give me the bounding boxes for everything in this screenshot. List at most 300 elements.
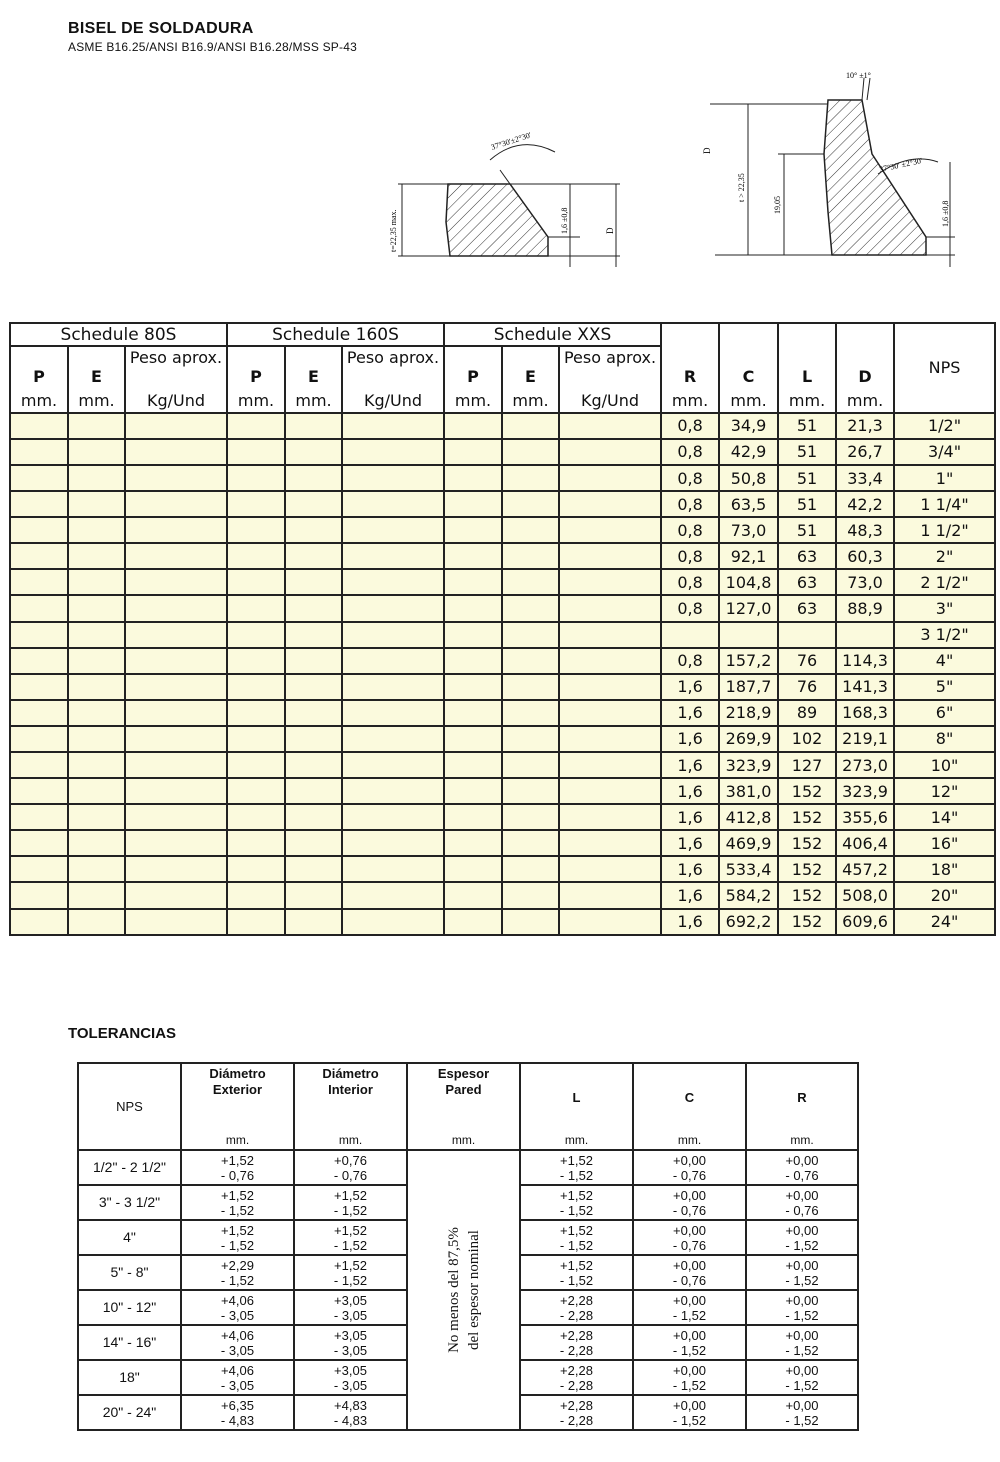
schedule-empty-cell (10, 830, 68, 856)
tol-cell-di: +1,52 - 1,52 (294, 1255, 407, 1290)
left-land-label: 1,6 ±0,8 (560, 207, 569, 234)
cell-c: 412,8 (719, 804, 778, 830)
cell-d: 609,6 (836, 909, 894, 935)
tol-cell-nps: 18" (78, 1360, 181, 1395)
tol-cell-nps: 10" - 12" (78, 1290, 181, 1325)
table-row (10, 569, 995, 595)
schedule-empty-cell (502, 543, 559, 569)
table-row (10, 830, 995, 856)
cell-nps: 3" (894, 595, 995, 621)
schedule-empty-cell (285, 622, 342, 648)
schedule-empty-cell (342, 830, 444, 856)
tol-cell-di: +3,05 - 3,05 (294, 1360, 407, 1395)
tol-cell-r: +0,00 - 0,76 (746, 1150, 858, 1185)
cell-l: 51 (778, 413, 836, 439)
tol-cell-espesor-note: No menos del 87,5% del espesor nominal (407, 1150, 520, 1430)
schedule-empty-cell (10, 465, 68, 491)
tol-cell-l: +2,28 - 2,28 (520, 1395, 633, 1430)
schedule-empty-cell (285, 595, 342, 621)
schedule-empty-cell (444, 543, 502, 569)
schedule-empty-cell (68, 413, 125, 439)
schedule-empty-cell (502, 726, 559, 752)
schedule-empty-cell (10, 569, 68, 595)
cell-d: 457,2 (836, 856, 894, 882)
schedule-empty-cell (444, 465, 502, 491)
schedule-empty-cell (559, 622, 661, 648)
schedule-empty-cell (502, 439, 559, 465)
table-row (10, 726, 995, 752)
header-d: D mm. (836, 323, 894, 413)
schedule-empty-cell (125, 439, 227, 465)
cell-d: 33,4 (836, 465, 894, 491)
tol-header-ep: Espesor Pared mm. (407, 1063, 520, 1150)
schedule-empty-cell (342, 595, 444, 621)
schedule-empty-cell (227, 830, 285, 856)
schedule-empty-cell (559, 909, 661, 935)
schedule-empty-cell (285, 700, 342, 726)
cell-c: 533,4 (719, 856, 778, 882)
schedule-empty-cell (444, 882, 502, 908)
cell-c: 692,2 (719, 909, 778, 935)
cell-d: 21,3 (836, 413, 894, 439)
cell-d: 508,0 (836, 882, 894, 908)
schedule-empty-cell (285, 413, 342, 439)
schedule-empty-cell (559, 648, 661, 674)
schedule-empty-cell (342, 543, 444, 569)
schedule-empty-cell (342, 909, 444, 935)
table-row (10, 595, 995, 621)
bevel-left-diagram (389, 130, 620, 267)
tol-cell-c: +0,00 - 1,52 (633, 1325, 746, 1360)
cell-r: 1,6 (661, 726, 719, 752)
schedule-empty-cell (68, 804, 125, 830)
schedule-empty-cell (68, 622, 125, 648)
schedule-empty-cell (125, 622, 227, 648)
schedule-empty-cell (125, 674, 227, 700)
schedule-empty-cell (502, 465, 559, 491)
tol-cell-r: +0,00 - 1,52 (746, 1290, 858, 1325)
schedule-empty-cell (285, 491, 342, 517)
tol-cell-de: +4,06 - 3,05 (181, 1325, 294, 1360)
schedule-empty-cell (559, 491, 661, 517)
cell-nps: 20" (894, 882, 995, 908)
schedule-empty-cell (285, 543, 342, 569)
schedule-empty-cell (10, 909, 68, 935)
header-r: R mm. (661, 323, 719, 413)
schedule-empty-cell (125, 648, 227, 674)
cell-r: 1,6 (661, 752, 719, 778)
schedule-empty-cell (227, 700, 285, 726)
tol-cell-r: +0,00 - 1,52 (746, 1360, 858, 1395)
schedule-empty-cell (227, 543, 285, 569)
schedule-empty-cell (342, 413, 444, 439)
tol-cell-r: +0,00 - 1,52 (746, 1325, 858, 1360)
schedule-empty-cell (502, 413, 559, 439)
schedule-empty-cell (227, 439, 285, 465)
schedule-empty-cell (559, 804, 661, 830)
cell-nps: 5" (894, 674, 995, 700)
cell-r: 1,6 (661, 830, 719, 856)
tol-cell-nps: 3" - 3 1/2" (78, 1185, 181, 1220)
table-row (10, 465, 995, 491)
cell-c: 127,0 (719, 595, 778, 621)
cell-d: 73,0 (836, 569, 894, 595)
cell-nps: 10" (894, 752, 995, 778)
tol-cell-l: +2,28 - 2,28 (520, 1325, 633, 1360)
cell-r: 1,6 (661, 778, 719, 804)
schedule-empty-cell (227, 882, 285, 908)
tol-header-l: L mm. (520, 1063, 633, 1150)
schedule-empty-cell (68, 465, 125, 491)
table-row (10, 804, 995, 830)
schedule-empty-cell (125, 778, 227, 804)
table-row (10, 882, 995, 908)
schedule-empty-cell (559, 595, 661, 621)
tol-cell-di: +3,05 - 3,05 (294, 1290, 407, 1325)
cell-d: 323,9 (836, 778, 894, 804)
cell-c: 104,8 (719, 569, 778, 595)
tol-header-c: C mm. (633, 1063, 746, 1150)
schedule-empty-cell (342, 856, 444, 882)
schedule-empty-cell (285, 726, 342, 752)
schedule-empty-cell (125, 726, 227, 752)
subheader-p: P mm. (10, 346, 68, 413)
page-title: BISEL DE SOLDADURA (68, 20, 254, 37)
schedule-empty-cell (342, 674, 444, 700)
cell-d: 114,3 (836, 648, 894, 674)
cell-l: 63 (778, 569, 836, 595)
cell-c: 157,2 (719, 648, 778, 674)
tol-cell-c: +0,00 - 1,52 (633, 1360, 746, 1395)
header-nps: NPS (894, 323, 995, 413)
schedule-empty-cell (342, 700, 444, 726)
tol-cell-r: +0,00 - 1,52 (746, 1220, 858, 1255)
bevel-diagram (380, 62, 980, 282)
schedule-empty-cell (68, 648, 125, 674)
bevel-right-diagram (702, 71, 955, 267)
schedule-empty-cell (125, 465, 227, 491)
subheader-p: P mm. (227, 346, 285, 413)
cell-c (719, 622, 778, 648)
tol-cell-di: +1,52 - 1,52 (294, 1185, 407, 1220)
schedule-empty-cell (68, 882, 125, 908)
cell-l: 63 (778, 595, 836, 621)
cell-r: 1,6 (661, 674, 719, 700)
table-row (10, 856, 995, 882)
cell-nps: 3/4" (894, 439, 995, 465)
schedule-empty-cell (342, 491, 444, 517)
tol-cell-de: +1,52 - 1,52 (181, 1220, 294, 1255)
right-t-label: t > 22,35 (737, 173, 746, 202)
schedule-empty-cell (125, 491, 227, 517)
cell-nps: 1 1/2" (894, 517, 995, 543)
subheader-e: E mm. (285, 346, 342, 413)
tol-cell-c: +0,00 - 0,76 (633, 1220, 746, 1255)
schedule-empty-cell (342, 622, 444, 648)
cell-nps: 1" (894, 465, 995, 491)
schedule-empty-cell (125, 543, 227, 569)
tol-header-de: Diámetro Exterior mm. (181, 1063, 294, 1150)
cell-c: 381,0 (719, 778, 778, 804)
tol-cell-l: +1,52 - 1,52 (520, 1255, 633, 1290)
cell-c: 34,9 (719, 413, 778, 439)
tol-cell-nps: 14" - 16" (78, 1325, 181, 1360)
schedule-empty-cell (10, 491, 68, 517)
schedule-empty-cell (285, 439, 342, 465)
schedule-empty-cell (68, 491, 125, 517)
cell-l: 152 (778, 830, 836, 856)
schedule-empty-cell (342, 804, 444, 830)
cell-l: 102 (778, 726, 836, 752)
tol-cell-l: +1,52 - 1,52 (520, 1150, 633, 1185)
cell-nps: 14" (894, 804, 995, 830)
schedule-empty-cell (444, 622, 502, 648)
cell-l: 127 (778, 752, 836, 778)
schedule-empty-cell (285, 882, 342, 908)
tol-cell-r: +0,00 - 0,76 (746, 1185, 858, 1220)
schedule-empty-cell (227, 648, 285, 674)
schedule-empty-cell (285, 856, 342, 882)
tol-cell-c: +0,00 - 1,52 (633, 1290, 746, 1325)
schedule-empty-cell (68, 726, 125, 752)
schedule-empty-cell (444, 804, 502, 830)
cell-nps: 1/2" (894, 413, 995, 439)
schedule-empty-cell (227, 778, 285, 804)
tol-cell-de: +1,52 - 1,52 (181, 1185, 294, 1220)
schedule-empty-cell (227, 517, 285, 543)
tol-header-nps: NPS (78, 1063, 181, 1150)
schedule-empty-cell (10, 517, 68, 543)
cell-d: 168,3 (836, 700, 894, 726)
schedule-empty-cell (559, 778, 661, 804)
cell-c: 469,9 (719, 830, 778, 856)
schedule-empty-cell (227, 595, 285, 621)
schedule-empty-cell (502, 856, 559, 882)
subheader-e: E mm. (502, 346, 559, 413)
cell-d: 42,2 (836, 491, 894, 517)
tol-cell-c: +0,00 - 0,76 (633, 1255, 746, 1290)
schedule-empty-cell (10, 804, 68, 830)
table-row (10, 909, 995, 935)
schedule-empty-cell (227, 804, 285, 830)
schedule-empty-cell (444, 700, 502, 726)
table-row (10, 543, 995, 569)
schedule-empty-cell (68, 909, 125, 935)
tol-cell-l: +1,52 - 1,52 (520, 1185, 633, 1220)
schedule-empty-cell (342, 569, 444, 595)
schedule-empty-cell (559, 674, 661, 700)
cell-r: 1,6 (661, 804, 719, 830)
cell-nps: 4" (894, 648, 995, 674)
cell-c: 323,9 (719, 752, 778, 778)
schedule-empty-cell (227, 752, 285, 778)
cell-l: 152 (778, 804, 836, 830)
schedule-empty-cell (444, 517, 502, 543)
schedule-empty-cell (559, 830, 661, 856)
tol-cell-de: +2,29 - 1,52 (181, 1255, 294, 1290)
cell-d: 273,0 (836, 752, 894, 778)
cell-r: 0,8 (661, 517, 719, 543)
right-land-label: 1,6 ±0,8 (941, 200, 950, 227)
cell-l: 51 (778, 439, 836, 465)
schedule-empty-cell (10, 856, 68, 882)
schedule-empty-cell (444, 569, 502, 595)
schedule-empty-cell (342, 517, 444, 543)
cell-r: 1,6 (661, 700, 719, 726)
cell-l: 152 (778, 778, 836, 804)
schedule-empty-cell (502, 569, 559, 595)
cell-c: 63,5 (719, 491, 778, 517)
schedule-empty-cell (559, 882, 661, 908)
group-schedule-80s: Schedule 80S (10, 323, 227, 346)
cell-nps: 24" (894, 909, 995, 935)
cell-l: 152 (778, 909, 836, 935)
schedule-empty-cell (125, 569, 227, 595)
tolerances-table (77, 1062, 859, 1431)
cell-nps: 16" (894, 830, 995, 856)
cell-c: 218,9 (719, 700, 778, 726)
schedule-empty-cell (10, 648, 68, 674)
schedule-empty-cell (502, 830, 559, 856)
left-t-label: t=22,35 max. (389, 209, 398, 252)
schedule-empty-cell (559, 543, 661, 569)
cell-l (778, 622, 836, 648)
cell-r: 0,8 (661, 465, 719, 491)
schedule-empty-cell (10, 622, 68, 648)
cell-c: 42,9 (719, 439, 778, 465)
cell-d: 26,7 (836, 439, 894, 465)
schedule-empty-cell (10, 726, 68, 752)
left-d-label: D (605, 227, 615, 234)
subheader-peso: Peso aprox. Kg/Und (342, 346, 444, 413)
schedule-empty-cell (68, 674, 125, 700)
right-19-label: 19,05 (773, 196, 782, 214)
cell-nps: 1 1/4" (894, 491, 995, 517)
subheader-peso: Peso aprox. Kg/Und (125, 346, 227, 413)
schedule-empty-cell (227, 465, 285, 491)
cell-nps: 12" (894, 778, 995, 804)
cell-l: 51 (778, 491, 836, 517)
tol-cell-de: +1,52 - 0,76 (181, 1150, 294, 1185)
schedule-empty-cell (502, 778, 559, 804)
schedule-empty-cell (285, 778, 342, 804)
schedule-empty-cell (68, 778, 125, 804)
tol-cell-de: +4,06 - 3,05 (181, 1360, 294, 1395)
table-row (10, 648, 995, 674)
tol-cell-de: +4,06 - 3,05 (181, 1290, 294, 1325)
subheader-p: P mm. (444, 346, 502, 413)
schedule-empty-cell (444, 413, 502, 439)
schedule-empty-cell (285, 648, 342, 674)
schedule-empty-cell (285, 569, 342, 595)
cell-c: 187,7 (719, 674, 778, 700)
table-row (10, 491, 995, 517)
schedule-empty-cell (10, 595, 68, 621)
left-angle-label: 37°30'±2°30' (489, 130, 533, 152)
cell-c: 269,9 (719, 726, 778, 752)
cell-r: 0,8 (661, 413, 719, 439)
schedule-empty-cell (125, 856, 227, 882)
cell-l: 76 (778, 648, 836, 674)
table-row (10, 752, 995, 778)
schedule-empty-cell (68, 517, 125, 543)
schedule-empty-cell (10, 778, 68, 804)
cell-r: 1,6 (661, 856, 719, 882)
schedule-empty-cell (444, 595, 502, 621)
cell-d (836, 622, 894, 648)
cell-l: 152 (778, 856, 836, 882)
tol-cell-di: +4,83 - 4,83 (294, 1395, 407, 1430)
schedule-empty-cell (68, 439, 125, 465)
tol-cell-c: +0,00 - 1,52 (633, 1395, 746, 1430)
subheader-peso: Peso aprox. Kg/Und (559, 346, 661, 413)
tol-header-di: Diámetro Interior mm. (294, 1063, 407, 1150)
tol-cell-de: +6,35 - 4,83 (181, 1395, 294, 1430)
cell-nps: 6" (894, 700, 995, 726)
schedule-empty-cell (559, 413, 661, 439)
cell-l: 152 (778, 882, 836, 908)
schedule-empty-cell (559, 517, 661, 543)
subheader-e: E mm. (68, 346, 125, 413)
schedule-empty-cell (559, 465, 661, 491)
schedule-empty-cell (502, 517, 559, 543)
tol-cell-l: +2,28 - 2,28 (520, 1290, 633, 1325)
tol-cell-nps: 4" (78, 1220, 181, 1255)
right-top-angle-label: 10° ±1° (846, 71, 871, 80)
schedule-empty-cell (285, 830, 342, 856)
tol-cell-nps: 1/2" - 2 1/2" (78, 1150, 181, 1185)
cell-r: 0,8 (661, 543, 719, 569)
schedule-empty-cell (227, 413, 285, 439)
schedule-empty-cell (559, 752, 661, 778)
cell-l: 51 (778, 465, 836, 491)
tol-header-r: R mm. (746, 1063, 858, 1150)
schedule-empty-cell (502, 882, 559, 908)
schedule-empty-cell (125, 909, 227, 935)
schedule-empty-cell (285, 517, 342, 543)
cell-l: 63 (778, 543, 836, 569)
tol-cell-di: +0,76 - 0,76 (294, 1150, 407, 1185)
table-row (10, 413, 995, 439)
cell-nps: 2" (894, 543, 995, 569)
schedule-empty-cell (10, 674, 68, 700)
cell-c: 584,2 (719, 882, 778, 908)
schedule-empty-cell (68, 700, 125, 726)
tolerancias-title: TOLERANCIAS (68, 1025, 177, 1042)
schedule-empty-cell (10, 700, 68, 726)
schedule-empty-cell (502, 752, 559, 778)
schedule-empty-cell (10, 882, 68, 908)
cell-d: 60,3 (836, 543, 894, 569)
cell-r: 0,8 (661, 491, 719, 517)
schedule-empty-cell (10, 413, 68, 439)
cell-c: 92,1 (719, 543, 778, 569)
cell-d: 48,3 (836, 517, 894, 543)
schedule-empty-cell (502, 909, 559, 935)
tol-cell-c: +0,00 - 0,76 (633, 1185, 746, 1220)
schedule-empty-cell (285, 674, 342, 700)
cell-d: 406,4 (836, 830, 894, 856)
schedule-empty-cell (444, 778, 502, 804)
group-schedule-160s: Schedule 160S (227, 323, 444, 346)
schedule-empty-cell (342, 648, 444, 674)
header-l: L mm. (778, 323, 836, 413)
cell-d: 141,3 (836, 674, 894, 700)
schedule-empty-cell (125, 830, 227, 856)
schedule-empty-cell (227, 909, 285, 935)
schedule-empty-cell (444, 648, 502, 674)
right-d-label: D (702, 147, 712, 154)
